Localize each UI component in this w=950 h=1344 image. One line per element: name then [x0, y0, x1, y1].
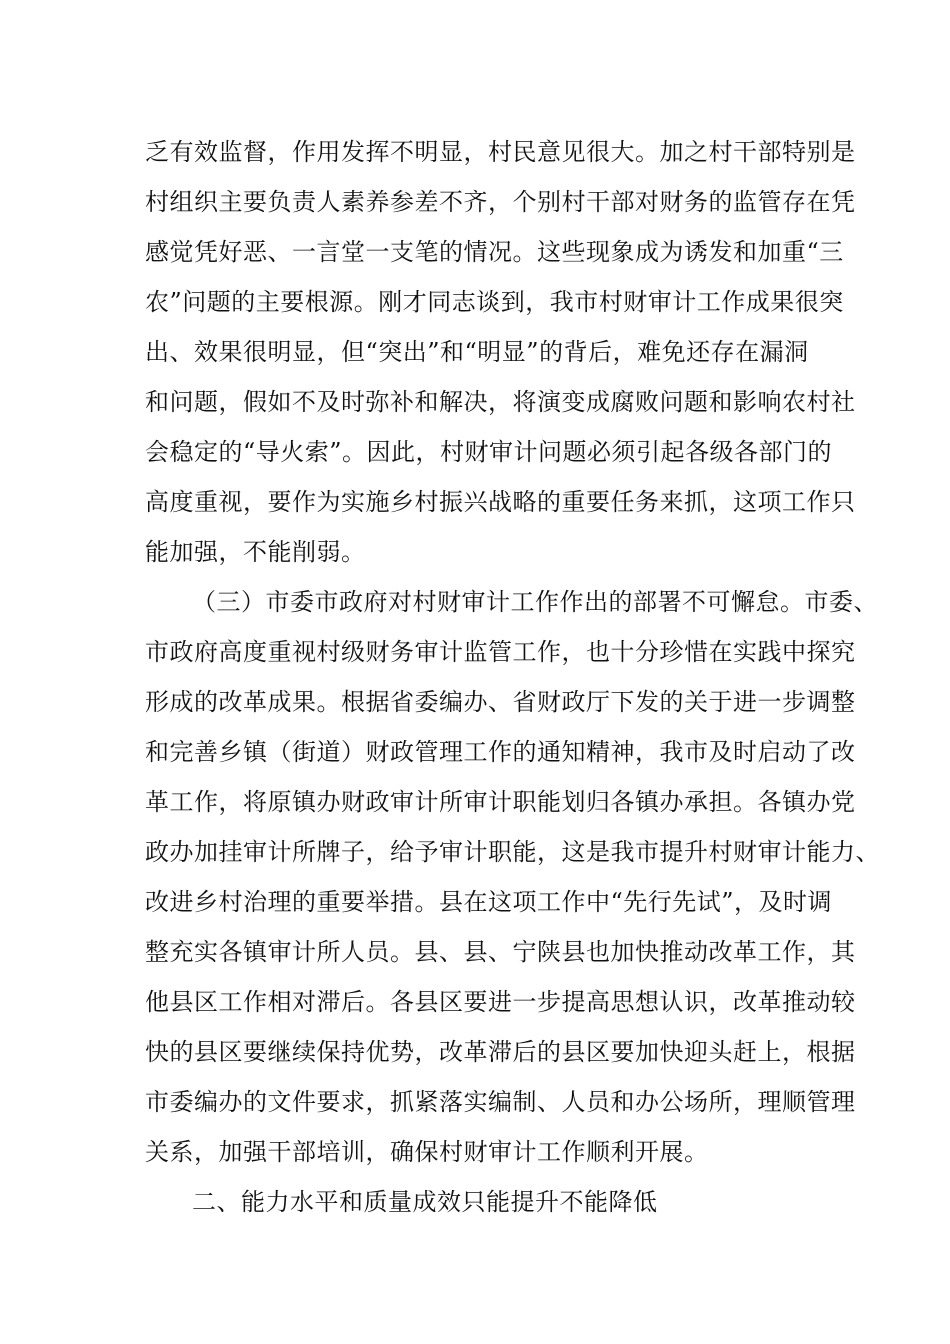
- text-line: 关系，加强干部培训，确保村财审计工作顺利开展。: [145, 1138, 709, 1166]
- text-line: 会稳定的“导火索”。因此，村财审计问题必须引起各级各部门的: [145, 438, 833, 466]
- text-line: 乏有效监督，作用发挥不明显，村民意见很大。加之村干部特别是: [145, 138, 856, 166]
- text-line: 政办加挂审计所牌子，给予审计职能，这是我市提升村财审计能力、: [145, 838, 880, 866]
- text-line: 市委编办的文件要求，抓紧落实编制、人员和办公场所，理顺管理: [145, 1088, 856, 1116]
- text-line: 改进乡村治理的重要举措。县在这项工作中“先行先试”，及时调: [145, 888, 833, 916]
- text-line: 快的县区要继续保持优势，改革滞后的县区要加快迎头赶上，根据: [145, 1038, 856, 1066]
- text-line: 高度重视，要作为实施乡村振兴战略的重要任务来抓，这项工作只: [145, 488, 856, 516]
- text-line: 和问题，假如不及时弥补和解决，将演变成腐败问题和影响农村社: [145, 388, 856, 416]
- text-line: 感觉凭好恶、一言堂一支笔的情况。这些现象成为诱发和加重“三: [145, 238, 844, 266]
- text-line: 形成的改革成果。根据省委编办、省财政厅下发的关于进一步调整: [145, 688, 856, 716]
- text-line: 他县区工作相对滞后。各县区要进一步提高思想认识，改革推动较: [145, 988, 856, 1016]
- text-line: 农”问题的主要根源。刚才同志谈到，我市村财审计工作成果很突: [145, 288, 844, 316]
- text-line: 和完善乡镇（街道）财政管理工作的通知精神，我市及时启动了改: [145, 738, 856, 766]
- text-line: 出、效果很明显，但“突出”和“明显”的背后，难免还存在漏洞: [145, 338, 809, 366]
- text-line: 村组织主要负责人素养参差不齐，个别村干部对财务的监管存在凭: [145, 188, 856, 216]
- text-line: 整充实各镇审计所人员。县、县、宁陕县也加快推动改革工作，其: [145, 938, 856, 966]
- section-2-heading: 二、能力水平和质量成效只能提升不能降低: [192, 1188, 658, 1216]
- section-3-heading-line: （三）市委市政府对村财审计工作作出的部署不可懈怠。市委、: [192, 588, 878, 616]
- text-line: 市政府高度重视村级财务审计监管工作，也十分珍惜在实践中探究: [145, 638, 856, 666]
- text-line: 革工作，将原镇办财政审计所审计职能划归各镇办承担。各镇办党: [145, 788, 856, 816]
- text-line: 能加强，不能削弱。: [145, 538, 366, 566]
